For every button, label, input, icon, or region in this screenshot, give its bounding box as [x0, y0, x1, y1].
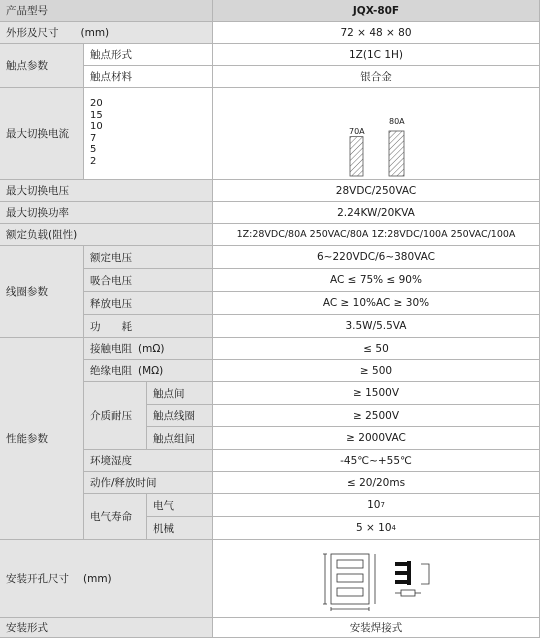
- insulation-resistance-value: ≥ 500: [213, 360, 540, 382]
- bar-label-70a: 70A: [349, 127, 365, 136]
- insulation-resistance-label-cell: [84, 360, 213, 382]
- life-electrical-label: 电气: [147, 494, 213, 517]
- mounting-hole-drawing-cell: [213, 540, 540, 618]
- model-value: JQX-80F: [213, 0, 540, 22]
- contact-material-label: 触点材料: [84, 66, 213, 88]
- scale-value: 5: [90, 144, 97, 155]
- model-label: 产品型号: [0, 0, 213, 22]
- dimensions-label: 外形及尺寸: [6, 27, 59, 39]
- max-current-label: 最大切换电流: [0, 88, 84, 180]
- max-power-label: 最大切换功率: [0, 202, 213, 224]
- dimensions-value: 72 × 48 × 80: [213, 22, 540, 44]
- contact-form-value: 1Z(1C 1H): [213, 44, 540, 66]
- mounting-hole-label-cell: [0, 540, 213, 618]
- life-electrical-exponent: 7: [380, 501, 385, 509]
- contact-resistance-label-cell: [84, 338, 213, 360]
- bar-label-80a: 80A: [389, 117, 405, 126]
- scale-value: 10: [90, 121, 103, 132]
- bar-80a: [389, 131, 404, 176]
- insulation-resistance-label: 绝缘电阻: [90, 365, 132, 377]
- dielectric-contact-coil-label: 触点线圈: [147, 405, 213, 427]
- dimensions-label-cell: [0, 22, 213, 44]
- dielectric-contacts-label: 触点间: [147, 382, 213, 405]
- humidity-value: -45℃~+55℃: [213, 450, 540, 472]
- coil-pickup-voltage-label: 吸合电压: [84, 269, 213, 292]
- life-mechanical-value-cell: [213, 517, 540, 540]
- coil-rated-voltage-value: 6~220VDC/6~380VAC: [213, 246, 540, 269]
- contact-resistance-unit: (mΩ): [138, 342, 165, 355]
- contact-material-value: 银合金: [213, 66, 540, 88]
- performance-label: 性能参数: [0, 338, 84, 540]
- life-mechanical-exponent: 4: [391, 524, 396, 532]
- contact-label: 触点参数: [0, 44, 84, 88]
- life-label: 电气寿命: [84, 494, 147, 540]
- contact-form-label: 触点形式: [84, 44, 213, 66]
- life-mechanical-value: 5 × 10: [356, 522, 392, 534]
- mounting-form-label: 安装形式: [0, 618, 213, 638]
- max-voltage-label: 最大切换电压: [0, 180, 213, 202]
- life-electrical-value-cell: [213, 494, 540, 517]
- action-time-label: 动作/释放时间: [84, 472, 213, 494]
- coil-power-label: 功 耗: [84, 315, 213, 338]
- max-power-value: 2.24KW/20KVA: [213, 202, 540, 224]
- mounting-form-value: 安装焊接式: [213, 618, 540, 638]
- max-current-scale-cell: [84, 88, 213, 180]
- dielectric-contacts-value: ≥ 1500V: [213, 382, 540, 405]
- coil-pickup-voltage-value: AC ≤ 75% ≤ 90%: [213, 269, 540, 292]
- coil-rated-voltage-label: 额定电压: [84, 246, 213, 269]
- dielectric-contact-groups-label: 触点组间: [147, 427, 213, 450]
- dimensions-unit: (mm): [80, 26, 110, 39]
- dielectric-label: 介质耐压: [84, 382, 147, 450]
- coil-label: 线圈参数: [0, 246, 84, 338]
- contact-resistance-label: 接触电阻: [90, 343, 132, 355]
- rated-load-label: 额定负载(阻性): [0, 224, 213, 246]
- scale-value: 2: [90, 155, 97, 167]
- contact-resistance-value: ≤ 50: [213, 338, 540, 360]
- coil-release-voltage-label: 释放电压: [84, 292, 213, 315]
- bar-70a: [350, 137, 363, 176]
- scale-value: 7: [90, 132, 97, 144]
- current-scale: [90, 98, 103, 167]
- current-bars-chart: [213, 88, 539, 179]
- coil-release-voltage-value: AC ≥ 10%AC ≥ 30%: [213, 292, 540, 315]
- dielectric-contact-coil-value: ≥ 2500V: [213, 405, 540, 427]
- mounting-hole-drawing: [311, 544, 441, 614]
- scale-value: 20: [90, 98, 103, 109]
- coil-power-value: 3.5W/5.5VA: [213, 315, 540, 338]
- insulation-resistance-unit: (MΩ): [138, 364, 164, 377]
- max-voltage-value: 28VDC/250VAC: [213, 180, 540, 202]
- mounting-hole-label: 安装开孔尺寸: [6, 573, 69, 585]
- life-mechanical-label: 机械: [147, 517, 213, 540]
- mounting-hole-unit: (mm): [83, 572, 112, 585]
- life-electrical-value: 10: [367, 499, 381, 511]
- scale-value: 15: [90, 109, 103, 121]
- rated-load-value: 1Z:28VDC/80A 250VAC/80A 1Z:28VDC/100A 250VAC/100A: [213, 224, 540, 246]
- dielectric-contact-groups-value: ≥ 2000VAC: [213, 427, 540, 450]
- action-time-value: ≤ 20/20ms: [213, 472, 540, 494]
- humidity-label: 环境湿度: [84, 450, 213, 472]
